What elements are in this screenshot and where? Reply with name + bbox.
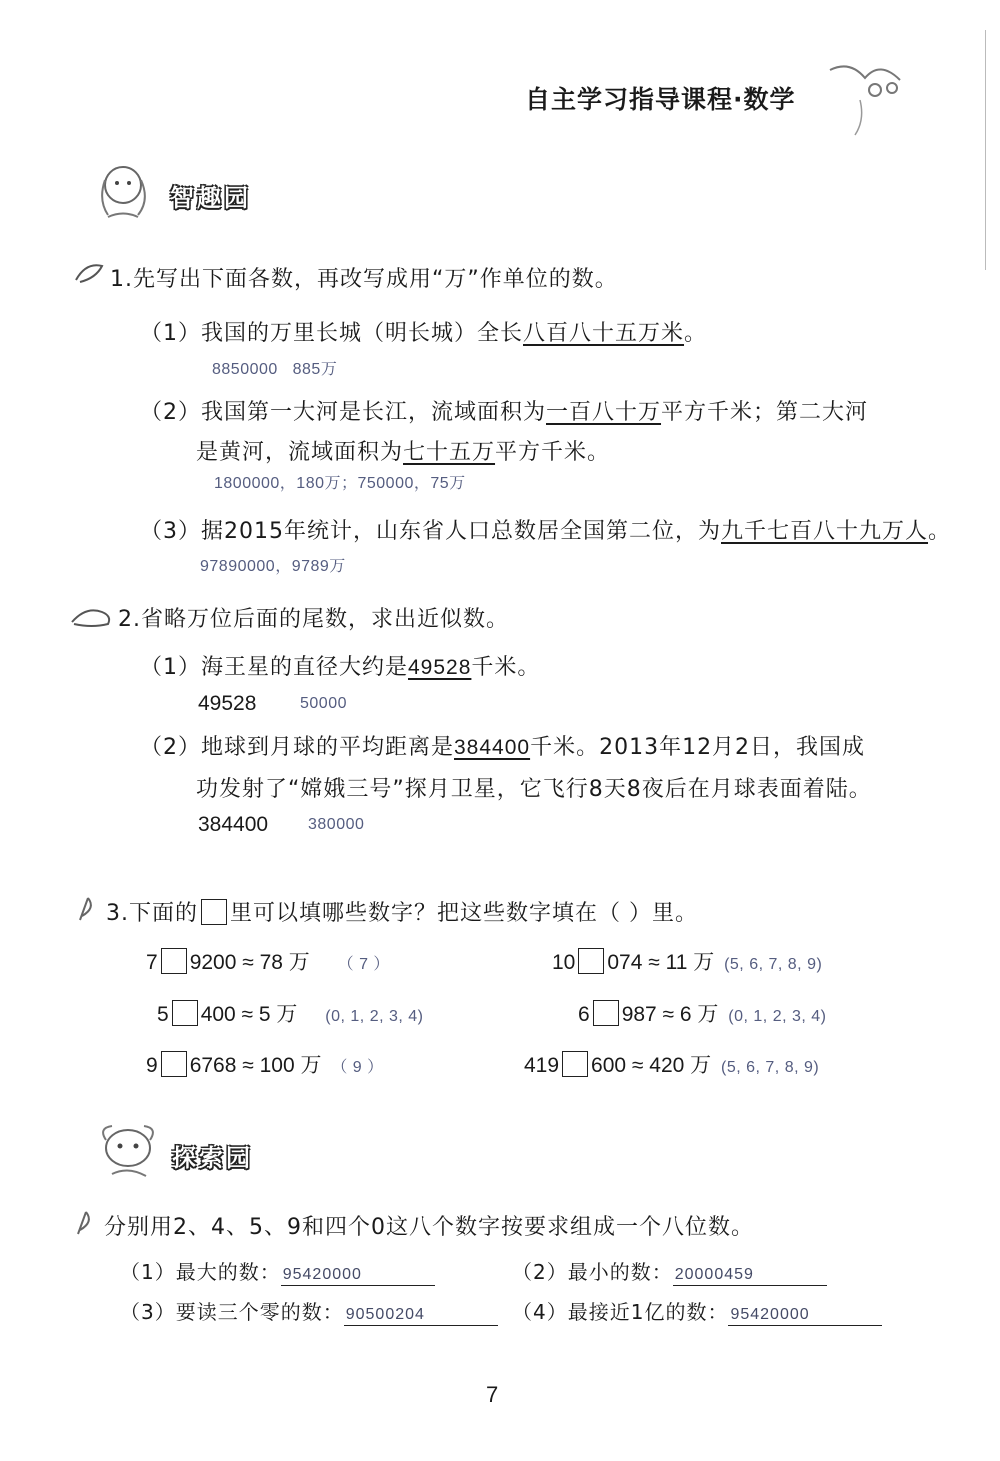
pencil-doodle-icon <box>72 258 108 286</box>
q2-stem: 2.省略万位后面的尾数，求出近似数。 <box>118 607 509 632</box>
q2-part2-line1: （2）地球到月球的平均距离是384400千米。2013年12月2日，我国成 <box>140 735 866 760</box>
hand-doodle-icon <box>68 600 116 630</box>
q3-item-4: 6 987 ≈ 6 万 (0, 1, 2, 3, 4) <box>578 998 827 1028</box>
q1-part2-answer: 1800000，180万；750000，75万 <box>214 475 466 492</box>
q3-item-3: 5 400 ≈ 5 万 (0, 1, 2, 3, 4) <box>157 998 424 1028</box>
pencil-doodle-icon-2 <box>74 894 104 924</box>
pencil-doodle-icon-3 <box>72 1208 100 1238</box>
q1-part2-line1: （2）我国第一大河是长江，流域面积为一百八十万平方千米；第二大河 <box>140 400 869 425</box>
q3-stem: 3.下面的 里可以填哪些数字？把这些数字填在（ ）里。 <box>106 901 698 926</box>
q1-part3-text: （3）据2015年统计，山东省人口总数居全国第二位，为九千七百八十九万人。 <box>140 519 952 544</box>
q1-part1-answer: 8850000 885万 <box>212 361 338 378</box>
section-zhiqu-title: 智趣园 <box>170 184 251 212</box>
q2-part2-number: 384400 <box>198 813 269 836</box>
q2-part1-number: 49528 <box>198 692 257 715</box>
q4-part2: （2）最小的数： 20000459 <box>512 1256 827 1286</box>
mascot-doodle-icon <box>820 50 910 140</box>
q4-part4: （4）最接近1亿的数： 95420000 <box>512 1296 882 1326</box>
q1-part1-text: （1）我国的万里长城（明长城）全长八百八十五万米。 <box>140 321 708 346</box>
section-tansuo-mascot-icon <box>92 1118 164 1182</box>
q3-item-1: 7 9200 ≈ 78 万 （ 7 ） <box>146 946 390 976</box>
q1-part3-answer: 97890000，9789万 <box>200 558 346 575</box>
q3-item-2: 10 074 ≈ 11 万 (5, 6, 7, 8, 9) <box>552 946 822 976</box>
q1-stem: 1.先写出下面各数，再改写成用“万”作单位的数。 <box>110 267 618 292</box>
blank-box <box>201 899 227 925</box>
q4-part3: （3）要读三个零的数： 90500204 <box>120 1296 498 1326</box>
q2-part2-line2: 功发射了“嫦娥三号”探月卫星，它飞行8天8夜后在月球表面着陆。 <box>196 777 872 802</box>
header-title: 自主学习指导课程·数学 <box>525 85 796 114</box>
section-zhiqu-mascot-icon <box>88 155 158 225</box>
q4-stem: 分别用2、4、5、9和四个0这八个数字按要求组成一个八位数。 <box>104 1215 754 1240</box>
q3-item-6: 419 600 ≈ 420 万 (5, 6, 7, 8, 9) <box>524 1049 819 1079</box>
q4-part1: （1）最大的数： 95420000 <box>120 1256 435 1286</box>
q1-part2-line2: 是黄河，流域面积为七十五万平方千米。 <box>196 440 611 465</box>
page-number: 7 <box>486 1382 499 1407</box>
right-edge-rule <box>985 30 986 270</box>
q2-part1-answer: 50000 <box>300 695 347 712</box>
q3-item-5: 9 6768 ≈ 100 万 （ 9 ） <box>146 1049 384 1079</box>
q2-part1-text: （1）海王星的直径大约是49528千米。 <box>140 655 541 680</box>
section-tansuo-title: 探索园 <box>172 1144 253 1172</box>
q2-part2-answer: 380000 <box>308 816 365 833</box>
